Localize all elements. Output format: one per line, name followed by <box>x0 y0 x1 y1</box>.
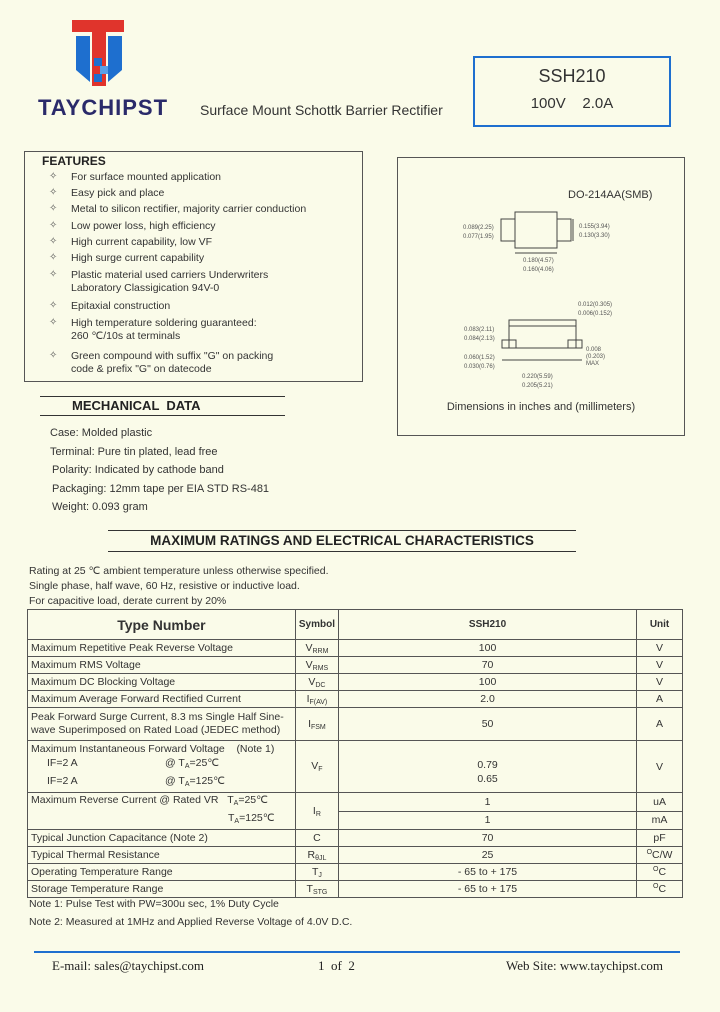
mechanical-item: Case: Molded plastic <box>50 427 153 439</box>
mechanical-item: Weight: 0.093 gram <box>52 501 148 513</box>
param-cell: Maximum Repetitive Peak Reverse Voltage <box>28 640 296 657</box>
value-cell: 50 <box>338 708 636 741</box>
dim-label: MAX <box>586 361 600 367</box>
mechanical-item: Terminal: Pure tin plated, lead free <box>50 446 218 458</box>
bullet-icon: ✧ <box>49 203 58 214</box>
unit-cell: pF <box>637 830 683 847</box>
dim-label: (0.203) <box>586 354 606 360</box>
dim-label: 0.012(0.305) <box>578 302 613 308</box>
dim-label: 0.060(1.52) <box>464 355 495 361</box>
param-cell: Maximum DC Blocking Voltage <box>28 674 296 691</box>
features-title: FEATURES <box>42 154 106 168</box>
symbol-cell: $I_R$ <box>295 793 338 830</box>
dim-label: 0.160(4.06) <box>523 267 554 273</box>
table-row <box>28 830 683 847</box>
package-outline-diagram <box>398 158 684 435</box>
unit-cell: $^O$C <box>637 881 683 898</box>
feature-item: Metal to silicon rectifier, majority carrier conduction <box>71 203 307 215</box>
company-name: TAYCHIPST <box>38 95 169 120</box>
symbol-cell: $I_{FSM}$ <box>295 708 338 741</box>
mechanical-title: MECHANICAL DATA <box>72 398 201 413</box>
table-row <box>28 640 683 657</box>
table-row <box>28 847 683 864</box>
feature-item: Easy pick and place <box>71 187 165 199</box>
footer-page-number: 1 of 2 <box>318 958 355 973</box>
bullet-icon: ✧ <box>49 220 58 231</box>
dim-label: 0.089(2.25) <box>463 225 494 231</box>
characteristics-table <box>27 609 683 898</box>
param-cell: Peak Forward Surge Current, 8.3 ms Single Half Sine- wave Superimposed on Rated Load (JEDEC method) <box>28 708 296 741</box>
ratings-title: MAXIMUM RATINGS AND ELECTRICAL CHARACTERISTICS <box>150 533 534 548</box>
dim-label: 0.006(0.152) <box>578 311 613 317</box>
symbol-cell: $V_{DC}$ <box>295 674 338 691</box>
bullet-icon: ✧ <box>49 252 58 263</box>
table-row <box>28 674 683 691</box>
dim-label: 0.083(2.11) <box>464 327 495 333</box>
dim-label: 0.030(0.76) <box>464 364 495 370</box>
rating-note: Rating at 25 ℃ ambient temperature unless otherwise specified. <box>29 565 329 577</box>
unit-cell: A <box>637 708 683 741</box>
feature-item: Low power loss, high efficiency <box>71 220 216 232</box>
unit-cell: V <box>637 657 683 674</box>
symbol-cell: $T_J$ <box>295 864 338 881</box>
feature-item-cont: code & prefix "G" on datecode <box>71 363 212 375</box>
value-cell: 0.79 0.65 <box>338 741 636 793</box>
table-row <box>28 691 683 708</box>
mechanical-item: Packaging: 12mm tape per EIA STD RS-481 <box>52 483 270 495</box>
symbol-cell: $V_{RRM}$ <box>295 640 338 657</box>
product-subtitle: Surface Mount Schottk Barrier Rectifier <box>200 102 443 118</box>
footer-divider <box>34 951 680 953</box>
footer-email[interactable]: E-mail: sales@taychipst.com <box>52 958 205 973</box>
value-cell: - 65 to + 175 <box>338 881 636 898</box>
param-cell: Maximum Reverse Current @ Rated VR $T_A=25℃$ $T_A=125℃$ <box>28 793 296 830</box>
rating-note: Single phase, half wave, 60 Hz, resistive or inductive load. <box>29 580 300 592</box>
features-box <box>24 151 363 382</box>
table-row <box>28 708 683 741</box>
footnote: Note 1: Pulse Test with PW=300u sec, 1% Duty Cycle <box>29 898 279 910</box>
header-unit: Unit <box>637 610 683 640</box>
value-cell: 1 <box>338 811 636 830</box>
part-number: SSH210 <box>538 66 606 86</box>
header-part: SSH210 <box>338 610 636 640</box>
dim-label: 0.008 <box>586 347 602 353</box>
feature-item-cont: Laboratory Classigication 94V-0 <box>71 282 220 294</box>
footnote: Note 2: Measured at 1MHz and Applied Reverse Voltage of 4.0V D.C. <box>29 916 353 928</box>
param-cell: Operating Temperature Range <box>28 864 296 881</box>
divider <box>108 551 576 552</box>
param-cell: Typical Thermal Resistance <box>28 847 296 864</box>
unit-cell: V <box>637 674 683 691</box>
bullet-icon: ✧ <box>49 187 58 198</box>
value-cell: 100 <box>338 640 636 657</box>
unit-cell: V <box>637 640 683 657</box>
unit-cell: mA <box>637 811 683 830</box>
unit-cell: $^O$C <box>637 864 683 881</box>
header-type-number: Type Number <box>28 610 296 640</box>
footer-website[interactable]: Web Site: www.taychipst.com <box>506 958 663 973</box>
bullet-icon: ✧ <box>49 317 58 328</box>
table-row <box>28 881 683 898</box>
table-row <box>28 864 683 881</box>
value-cell: 25 <box>338 847 636 864</box>
symbol-cell: $V_{RMS}$ <box>295 657 338 674</box>
dim-label: 0.130(3.30) <box>579 233 610 239</box>
feature-item-cont: 260 ℃/10s at terminals <box>71 330 181 342</box>
symbol-cell: C <box>295 830 338 847</box>
unit-cell: A <box>637 691 683 708</box>
value-cell: 1 <box>338 793 636 812</box>
value-cell: 100 <box>338 674 636 691</box>
symbol-cell: $I_{F(AV)}$ <box>295 691 338 708</box>
company-logo <box>70 18 126 88</box>
dim-label: 0.205(5.21) <box>522 383 553 389</box>
bullet-icon: ✧ <box>49 236 58 247</box>
package-caption: Dimensions in inches and (millimeters) <box>446 401 636 413</box>
feature-item: Plastic material used carriers Underwriters <box>71 269 269 281</box>
dim-label: 0.077(1.95) <box>463 234 494 240</box>
divider <box>40 396 285 397</box>
param-cell: Maximum Average Forward Rectified Current <box>28 691 296 708</box>
table-row <box>28 741 683 793</box>
feature-item: Epitaxial construction <box>71 300 171 312</box>
table-row <box>28 657 683 674</box>
feature-item: High temperature soldering guaranteed: <box>71 317 257 329</box>
table-row <box>28 793 683 812</box>
bullet-icon: ✧ <box>49 171 58 182</box>
symbol-cell: $V_F$ <box>295 741 338 793</box>
feature-item: Green compound with suffix "G" on packing <box>71 350 274 362</box>
bullet-icon: ✧ <box>49 269 58 280</box>
package-title: DO-214AA(SMB) <box>568 189 653 201</box>
unit-cell: uA <box>637 793 683 812</box>
part-number-box <box>473 56 671 127</box>
feature-item: For surface mounted application <box>71 171 221 183</box>
header-symbol: Symbol <box>295 610 338 640</box>
unit-cell: $^O$C/W <box>637 847 683 864</box>
symbol-cell: $R_{\theta JL}$ <box>295 847 338 864</box>
feature-item: High surge current capability <box>71 252 205 264</box>
unit-cell: V <box>637 741 683 793</box>
divider <box>40 415 285 416</box>
dim-label: 0.220(5.59) <box>522 374 553 380</box>
package-drawing-box <box>397 157 685 436</box>
divider <box>108 530 576 531</box>
param-cell: Typical Junction Capacitance (Note 2) <box>28 830 296 847</box>
part-spec: 100V 2.0A <box>530 95 614 112</box>
value-cell: 70 <box>338 657 636 674</box>
symbol-cell: $T_{STG}$ <box>295 881 338 898</box>
value-cell: - 65 to + 175 <box>338 864 636 881</box>
dim-label: 0.155(3.94) <box>579 224 610 230</box>
value-cell: 70 <box>338 830 636 847</box>
mechanical-item: Polarity: Indicated by cathode band <box>52 464 224 476</box>
table-header-row <box>28 610 683 640</box>
param-cell: Maximum RMS Voltage <box>28 657 296 674</box>
value-cell: 2.0 <box>338 691 636 708</box>
param-cell: Maximum Instantaneous Forward Voltage (Note 1) IF=2 A @ $T_A=25℃$ IF=2 A @ $T_A=125℃$ <box>28 741 296 793</box>
param-cell: Storage Temperature Range <box>28 881 296 898</box>
dim-label: 0.084(2.13) <box>464 336 495 342</box>
rating-note: For capacitive load, derate current by 20% <box>29 595 227 607</box>
feature-item: High current capability, low VF <box>71 236 213 248</box>
bullet-icon: ✧ <box>49 350 58 361</box>
bullet-icon: ✧ <box>49 300 58 311</box>
dim-label: 0.180(4.57) <box>523 258 554 264</box>
